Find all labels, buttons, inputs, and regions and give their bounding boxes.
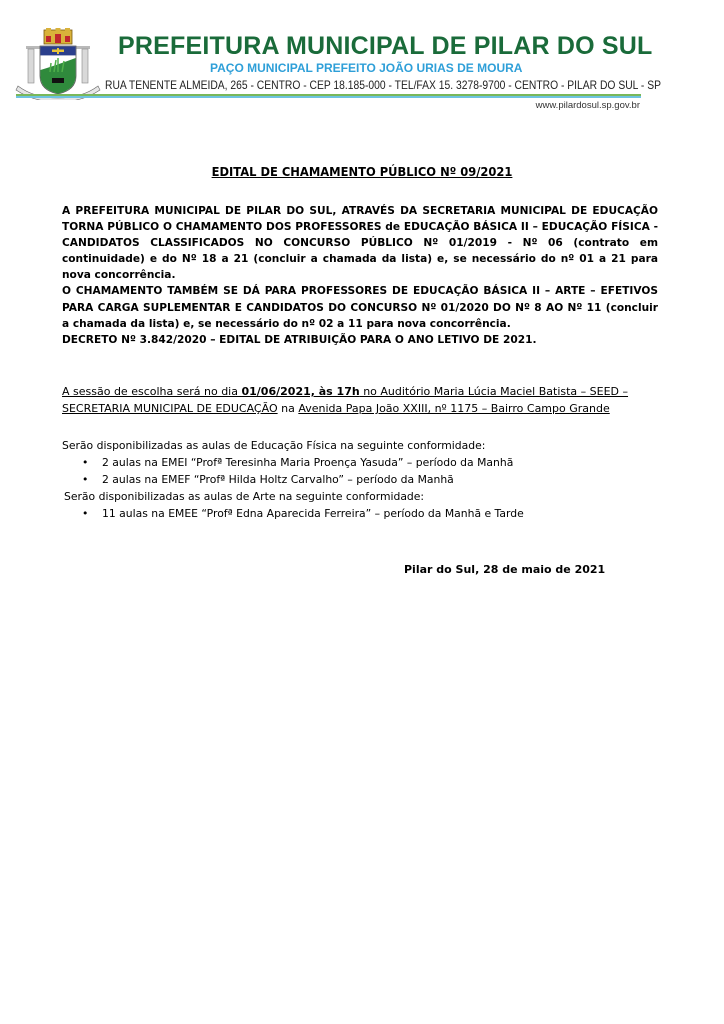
physical-education-list <box>62 454 658 488</box>
physical-education-intro: Serão disponibilizadas as aulas de Educação Física na seguinte conformidade: <box>62 439 486 452</box>
list-item-text: 2 aulas na EMEI “Profª Teresinha Maria Proença Yasuda” – período da Manhã <box>102 456 514 469</box>
bullet-icon: • <box>82 507 89 520</box>
session-datetime: 01/06/2021, às 17h <box>241 385 360 398</box>
municipality-address: RUA TENENTE ALMEIDA, 265 - CENTRO - CEP 18.185-000 - TEL/FAX 15. 3278-9700 - CENTRO - PILAR DO SUL - SP <box>105 78 661 92</box>
list-item <box>82 505 658 522</box>
class-listings <box>62 437 658 522</box>
session-address: Avenida Papa João XXIII, nº 1175 – Bairro Campo Grande <box>298 402 610 415</box>
bullet-icon: • <box>82 456 89 469</box>
decree-line: DECRETO Nº 3.842/2020 – EDITAL DE ATRIBUIÇÃO PARA O ANO LETIVO DE 2021. <box>62 333 537 346</box>
session-info <box>62 383 658 417</box>
municipality-website: www.pilardosul.sp.gov.br <box>535 100 640 111</box>
bullet-icon: • <box>82 473 89 486</box>
list-item <box>82 471 658 488</box>
municipality-title: PREFEITURA MUNICIPAL DE PILAR DO SUL <box>118 32 653 60</box>
list-item-text: 11 aulas na EMEE “Profª Edna Aparecida Ferreira” – período da Manhã e Tarde <box>102 507 524 520</box>
announcement-paragraph: A PREFEITURA MUNICIPAL DE PILAR DO SUL, ATRAVÉS DA SECRETARIA MUNICIPAL DE EDUCAÇÃO TORNA PÚBLICO O CHAMAMENTO DOS PROFESSORES de EDUCAÇÃO BÁSICA II – EDUCAÇÃO FÍSICA - CANDIDATOS CLASSIFICADOS NO CONCURSO PÚBLICO Nº 01/2019 - Nº 06 (contrato em continuidade) e do Nº 18 a 21 (concluir a chamada da lista) e, se necessário do nº 01 a 21 para nova concorrência. <box>62 205 658 282</box>
list-item <box>82 454 658 471</box>
arts-list <box>62 505 658 522</box>
document-title: EDITAL DE CHAMAMENTO PÚBLICO Nº 09/2021 <box>211 164 513 179</box>
session-location: no Auditório Maria Lúcia Maciel Batista – SEED – SECRETARIA MUNICIPAL DE EDUCAÇÃO <box>62 385 629 415</box>
announcement-body <box>62 203 658 348</box>
header-rule-blue <box>16 96 641 98</box>
coat-of-arms-icon <box>14 28 102 100</box>
letterhead <box>0 0 724 115</box>
municipality-subtitle: PAÇO MUNICIPAL PREFEITO JOÃO URIAS DE MOURA <box>210 61 523 75</box>
session-connector: na <box>277 402 299 415</box>
session-prefix: A sessão de escolha será no dia <box>62 385 242 398</box>
arts-intro: Serão disponibilizadas as aulas de Arte na seguinte conformidade: <box>64 490 425 503</box>
list-item-text: 2 aulas na EMEF “Profª Hilda Holtz Carvalho” – período da Manhã <box>102 473 454 486</box>
signature-date: Pilar do Sul, 28 de maio de 2021 <box>404 563 606 576</box>
announcement-paragraph: O CHAMAMENTO TAMBÉM SE DÁ PARA PROFESSORES DE EDUCAÇÃO BÁSICA II – ARTE – EFETIVOS PARA CARGA SUPLEMENTAR E CANDIDATOS DO CONCURSO Nº 01/2020 DO Nº 8 AO Nº 11 (concluir a chamada da lista) e, se necessário do nº 02 a 11 para nova concorrência. <box>62 285 658 330</box>
